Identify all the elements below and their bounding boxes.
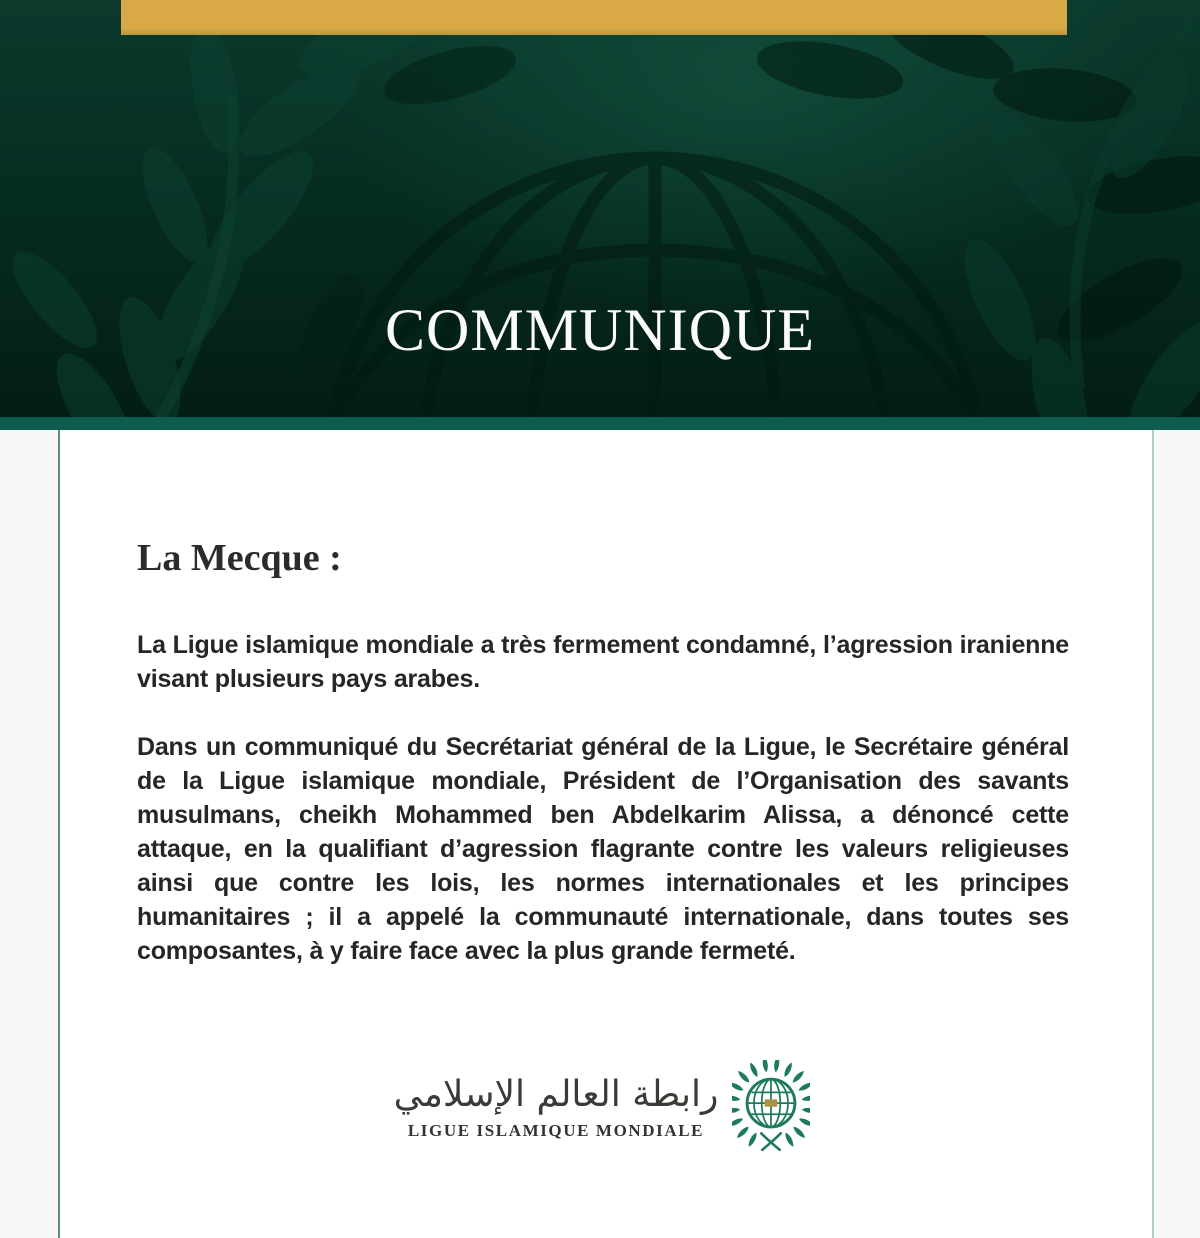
wreath-globe-icon <box>732 1060 810 1152</box>
organization-logo <box>137 1060 1067 1152</box>
communique-title: COMMUNIQUE <box>385 297 815 363</box>
latin-logotype: LIGUE ISLAMIQUE MONDIALE <box>407 1120 705 1140</box>
teal-divider-strip <box>0 417 1200 430</box>
dateline-heading: La Mecque : <box>137 537 342 579</box>
banner <box>0 0 1200 417</box>
globe-watermark-icon <box>323 158 987 417</box>
logo-gold-block <box>765 1099 778 1106</box>
content-section <box>0 430 1200 1238</box>
paragraph-2: Dans un communiqué du Secrétariat général de la Ligue, le Secrétaire général de la Ligue islamique mondiale, Président de l’Organisation des savants musulmans, cheikh Mohammed ben Abdelkarim Alissa, a dénoncé cette attaque, en la qualifiant d’agression flagrante contre les valeurs religieuses ainsi que contre les lois, les normes internationales et les principes humanitaires ; il a appelé la communauté internationale, dans toutes ses composantes, à y faire face avec la plus grande fermeté. <box>137 733 1069 965</box>
gold-accent-bar <box>121 0 1067 35</box>
logo-text-column <box>394 1072 719 1141</box>
communique-card <box>58 430 1154 1238</box>
paragraph-1: La Ligue islamique mondiale a très fermement condamné, l’agression iranienne visant plusieurs pays arabes. <box>137 631 1069 693</box>
arabic-logotype: رابطة العالم الإسلامي <box>393 1073 719 1115</box>
